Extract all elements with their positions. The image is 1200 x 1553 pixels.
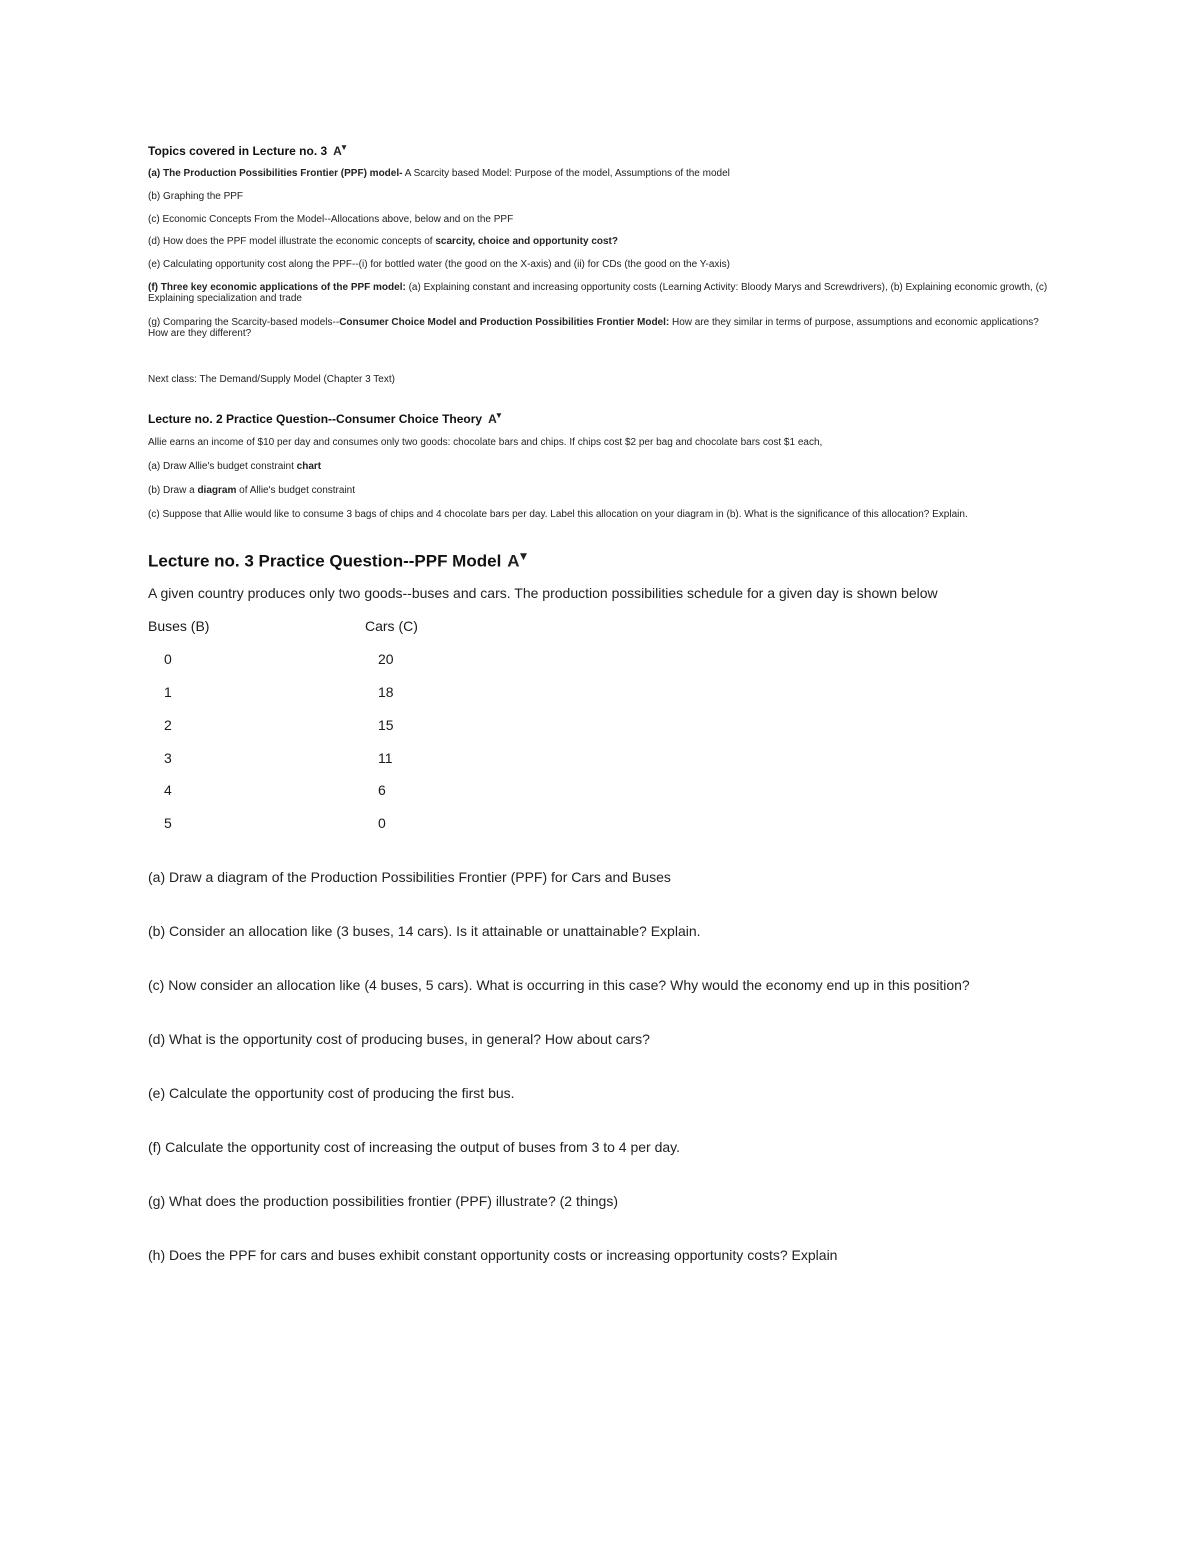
topic-item-e: (e) Calculating opportunity cost along the PPF--(i) for bottled water (the good on the X-axis) and (ii) for CDs (the good on the Y-axis) <box>148 259 730 270</box>
table-header-cars: Cars (C) <box>365 618 418 634</box>
table-cell-buses: 3 <box>164 750 172 766</box>
topic-item-c: (c) Economic Concepts From the Model--Allocations above, below and on the PPF <box>148 214 514 225</box>
lecture3-question-a: (a) Draw a diagram of the Production Possibilities Frontier (PPF) for Cars and Buses <box>148 869 671 885</box>
topic-item-f: (f) Three key economic applications of the PPF model: (a) Explaining constant and increasing opportunity costs (Learning Activity: Bloody Marys and Screwdrivers), (b) Explaining economic growth, (c) Explaining specialization and trade <box>148 282 1048 304</box>
lecture2-question-c: (c) Suppose that Allie would like to consume 3 bags of chips and 4 chocolate bars per day. Label this allocation on your diagram in (b). What is the significance of this allocation? Explain. <box>148 509 968 520</box>
lecture3-question-h: (h) Does the PPF for cars and buses exhibit constant opportunity costs or increasing opportunity costs? Explain <box>148 1247 838 1263</box>
table-cell-buses: 2 <box>164 717 172 733</box>
lecture3-intro: A given country produces only two goods--buses and cars. The production possibilities schedule for a given day is shown below <box>148 585 938 601</box>
next-class-note: Next class: The Demand/Supply Model (Chapter 3 Text) <box>148 374 395 385</box>
table-cell-cars: 6 <box>378 782 386 798</box>
table-cell-buses: 5 <box>164 815 172 831</box>
lecture2-question-b: (b) Draw a diagram of Allie's budget constraint <box>148 485 356 496</box>
lecture2-intro: Allie earns an income of $10 per day and consumes only two goods: chocolate bars and chips. If chips cost $2 per bag and chocolate bars cost $1 each, <box>148 437 823 448</box>
table-header-buses: Buses (B) <box>148 618 210 634</box>
lecture3-question-d: (d) What is the opportunity cost of producing buses, in general? How about cars? <box>148 1031 650 1047</box>
topic-item-a: (a) The Production Possibilities Frontier (PPF) model- A Scarcity based Model: Purpose of the model, Assumptions of the model <box>148 168 730 179</box>
table-cell-cars: 11 <box>378 750 393 766</box>
table-cell-cars: 20 <box>378 651 394 667</box>
topic-item-d: (d) How does the PPF model illustrate the economic concepts of scarcity, choice and opportunity cost? <box>148 236 618 247</box>
lecture2-question-a: (a) Draw Allie's budget constraint chart <box>148 461 322 472</box>
table-cell-buses: 1 <box>164 684 172 700</box>
lecture3-question-g: (g) What does the production possibilities frontier (PPF) illustrate? (2 things) <box>148 1193 618 1209</box>
table-cell-cars: 15 <box>378 717 394 733</box>
text-to-speech-icon[interactable]: A▼ <box>488 410 504 426</box>
topic-item-g: (g) Comparing the Scarcity-based models--Consumer Choice Model and Production Possibilities Frontier Model: How are they similar in terms of purpose, assumptions and economic applications? How are they different? <box>148 317 1039 339</box>
topics-heading: Topics covered in Lecture no. 3 A▼ <box>148 142 349 158</box>
table-cell-cars: 18 <box>378 684 394 700</box>
table-cell-cars: 0 <box>378 815 386 831</box>
table-cell-buses: 0 <box>164 651 172 667</box>
lecture3-question-b: (b) Consider an allocation like (3 buses, 14 cars). Is it attainable or unattainable? Explain. <box>148 923 701 939</box>
lecture3-question-f: (f) Calculate the opportunity cost of increasing the output of buses from 3 to 4 per day. <box>148 1139 681 1155</box>
text-to-speech-icon[interactable]: A▼ <box>507 549 530 571</box>
lecture3-question-c: (c) Now consider an allocation like (4 buses, 5 cars). What is occurring in this case? Why would the economy end up in this position? <box>148 977 970 993</box>
text-to-speech-icon[interactable]: A▼ <box>333 142 349 158</box>
lecture2-heading: Lecture no. 2 Practice Question--Consumer Choice Theory A▼ <box>148 410 504 426</box>
lecture3-question-e: (e) Calculate the opportunity cost of producing the first bus. <box>148 1085 515 1101</box>
lecture3-heading: Lecture no. 3 Practice Question--PPF Model A▼ <box>148 549 530 571</box>
table-cell-buses: 4 <box>164 782 172 798</box>
topic-item-b: (b) Graphing the PPF <box>148 191 244 202</box>
